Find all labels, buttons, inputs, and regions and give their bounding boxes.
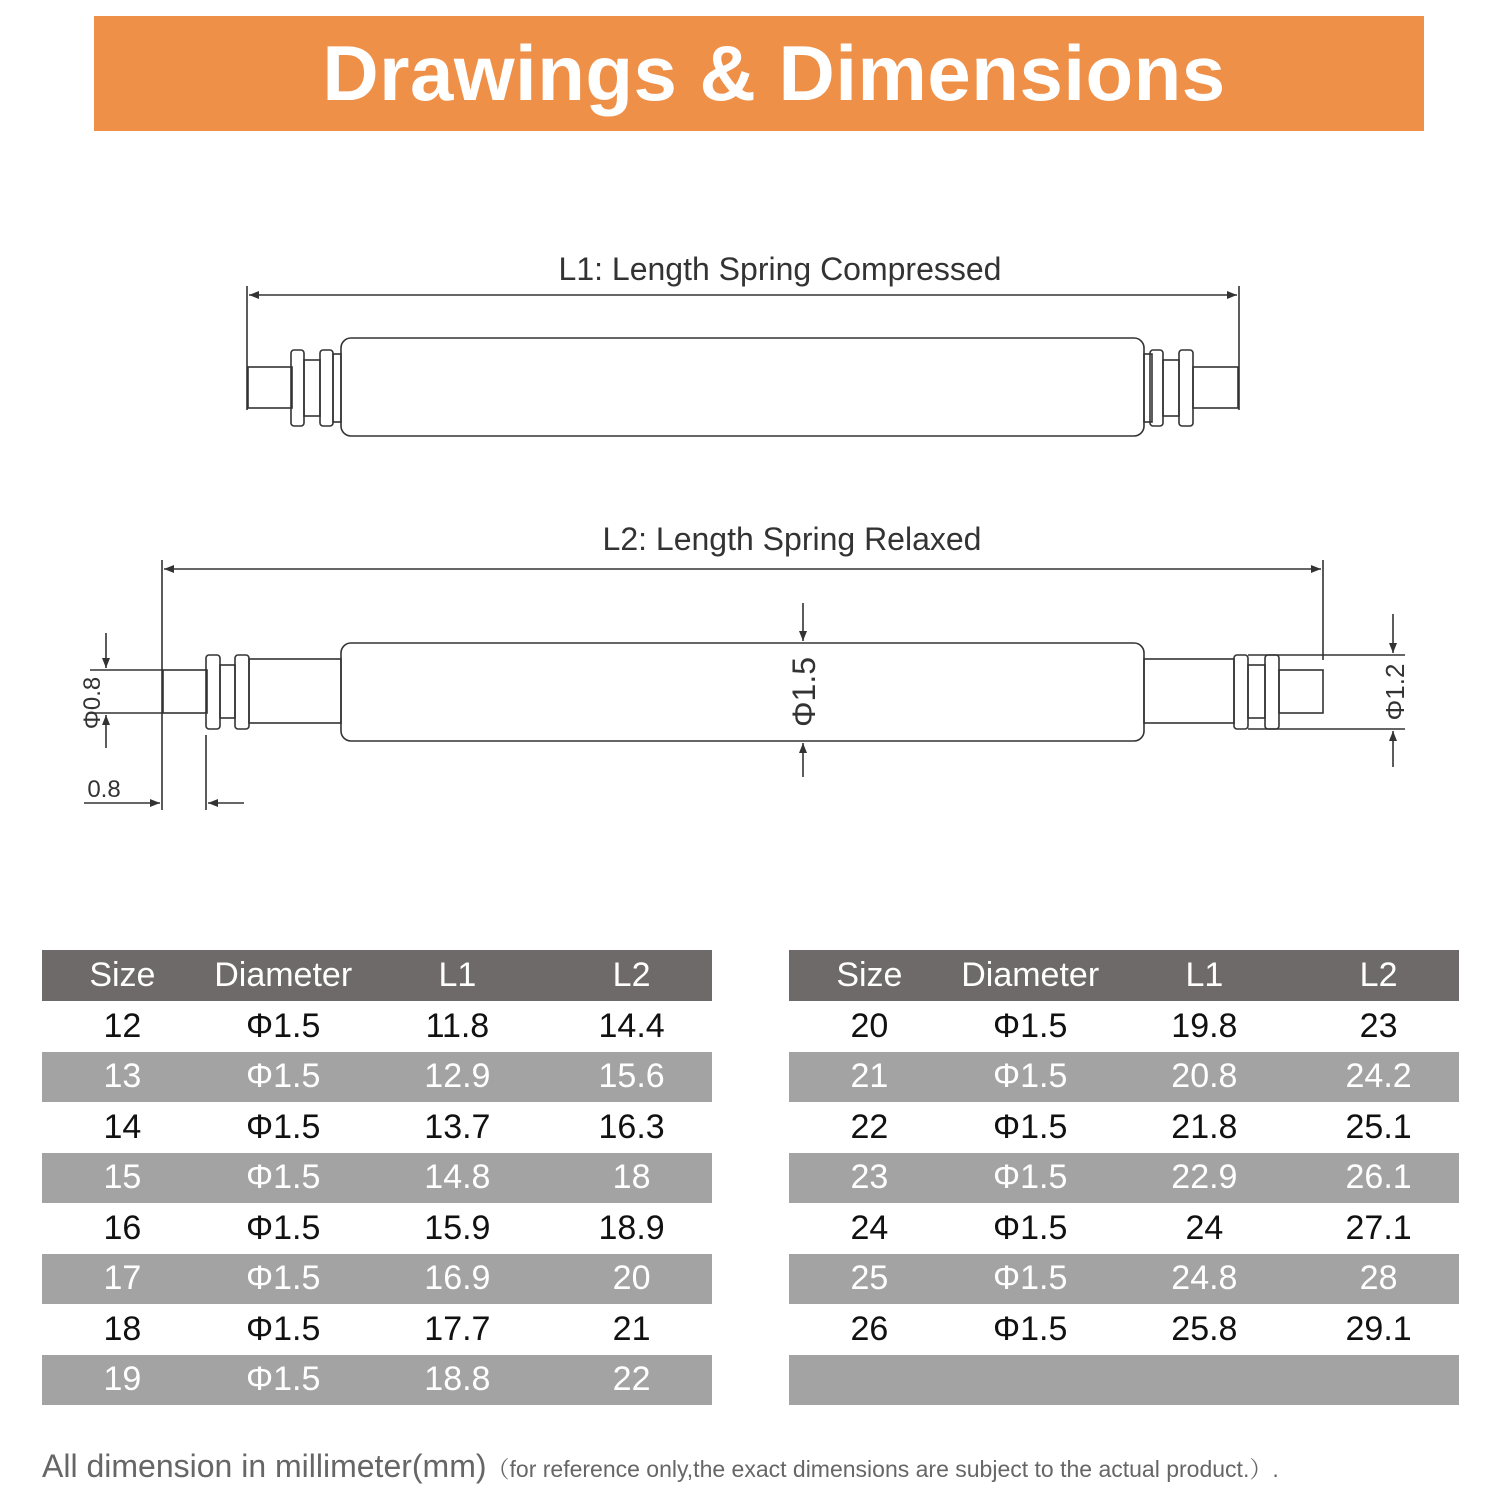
table-row [42, 1304, 712, 1355]
cell-l1: 15.9 [364, 1203, 552, 1254]
cell-diameter: Φ1.5 [950, 1203, 1111, 1254]
cell-l2: 21 [551, 1304, 712, 1355]
cell-l2: 29.1 [1298, 1304, 1459, 1355]
relaxed-spring-bar [84, 560, 1405, 810]
cell-l1: 12.9 [364, 1052, 552, 1103]
cell-size: 18 [42, 1304, 203, 1355]
cell-diameter: Φ1.5 [203, 1052, 364, 1103]
cell-l1: 22.9 [1111, 1153, 1299, 1204]
dimension-table-left [42, 950, 712, 1405]
table-row [789, 1153, 1459, 1204]
cell-l2: 14.4 [551, 1001, 712, 1052]
table-row [789, 1102, 1459, 1153]
cell-l2: 22 [551, 1355, 712, 1406]
cell-l2: 15.6 [551, 1052, 712, 1103]
cell-l2: 23 [1298, 1001, 1459, 1052]
header-diameter: Diameter [950, 950, 1111, 1001]
cell-l1: 11.8 [364, 1001, 552, 1052]
cell-l1 [1111, 1355, 1299, 1406]
cell-l1: 14.8 [364, 1153, 552, 1204]
page-title: Drawings & Dimensions [322, 29, 1226, 117]
cell-l2: 18 [551, 1153, 712, 1204]
cell-l1: 16.9 [364, 1254, 552, 1305]
tip-diameter-label: Φ0.8 [79, 676, 106, 730]
cell-size: 24 [789, 1203, 950, 1254]
cell-size [789, 1355, 950, 1406]
cell-diameter: Φ1.5 [950, 1304, 1111, 1355]
cell-l2 [1298, 1355, 1459, 1406]
table-row [42, 1203, 712, 1254]
cell-size: 16 [42, 1203, 203, 1254]
compressed-length-label: L1: Length Spring Compressed [558, 251, 1002, 287]
header-l2: L2 [1298, 950, 1459, 1001]
cell-l2: 27.1 [1298, 1203, 1459, 1254]
cell-l1: 24 [1111, 1203, 1299, 1254]
table-row [42, 1355, 712, 1406]
table-row [42, 1102, 712, 1153]
header-size: Size [789, 950, 950, 1001]
cell-l2: 28 [1298, 1254, 1459, 1305]
cell-size: 21 [789, 1052, 950, 1103]
compressed-spring-bar [247, 286, 1239, 436]
table-row [42, 1153, 712, 1204]
table-row [789, 1052, 1459, 1103]
table-header [789, 950, 1459, 1001]
cell-l2: 20 [551, 1254, 712, 1305]
cell-diameter: Φ1.5 [950, 1153, 1111, 1204]
cell-l1: 20.8 [1111, 1052, 1299, 1103]
header-l1: L1 [1111, 950, 1299, 1001]
cell-size: 12 [42, 1001, 203, 1052]
table-header [42, 950, 712, 1001]
end-diameter-label: Φ1.2 [1380, 663, 1410, 721]
cell-diameter: Φ1.5 [950, 1052, 1111, 1103]
cell-size: 25 [789, 1254, 950, 1305]
table-row [42, 1254, 712, 1305]
header-diameter: Diameter [203, 950, 364, 1001]
cell-size: 20 [789, 1001, 950, 1052]
header-size: Size [42, 950, 203, 1001]
table-row [789, 1254, 1459, 1305]
cell-diameter: Φ1.5 [203, 1254, 364, 1305]
cell-l1: 24.8 [1111, 1254, 1299, 1305]
cell-l1: 17.7 [364, 1304, 552, 1355]
cell-l2: 18.9 [551, 1203, 712, 1254]
table-row [42, 1001, 712, 1052]
table-row-empty [789, 1355, 1459, 1406]
cell-diameter: Φ1.5 [203, 1001, 364, 1052]
header-l1: L1 [364, 950, 552, 1001]
cell-l2: 26.1 [1298, 1153, 1459, 1204]
cell-size: 15 [42, 1153, 203, 1204]
relaxed-length-label: L2: Length Spring Relaxed [602, 521, 982, 557]
cell-size: 19 [42, 1355, 203, 1406]
cell-diameter: Φ1.5 [203, 1102, 364, 1153]
cell-l1: 25.8 [1111, 1304, 1299, 1355]
cell-l2: 25.1 [1298, 1102, 1459, 1153]
dimension-table-right [789, 950, 1459, 1405]
cell-size: 13 [42, 1052, 203, 1103]
cell-l1: 21.8 [1111, 1102, 1299, 1153]
footnote-units: All dimension in millimeter(mm) [42, 1448, 487, 1484]
footnote [42, 1448, 1279, 1485]
cell-diameter: Φ1.5 [203, 1355, 364, 1406]
cell-l2: 16.3 [551, 1102, 712, 1153]
cell-diameter [950, 1355, 1111, 1406]
cell-diameter: Φ1.5 [203, 1153, 364, 1204]
cell-diameter: Φ1.5 [950, 1102, 1111, 1153]
cell-diameter: Φ1.5 [950, 1001, 1111, 1052]
body-diameter-label: Φ1.5 [786, 656, 822, 728]
cell-diameter: Φ1.5 [950, 1254, 1111, 1305]
cell-l1: 19.8 [1111, 1001, 1299, 1052]
table-row [789, 1304, 1459, 1355]
table-row [42, 1052, 712, 1103]
footnote-disclaimer: （for reference only,the exact dimensions are subject to the actual product.）. [486, 1456, 1279, 1482]
cell-l1: 18.8 [364, 1355, 552, 1406]
cell-diameter: Φ1.5 [203, 1304, 364, 1355]
table-row [789, 1203, 1459, 1254]
cell-size: 22 [789, 1102, 950, 1153]
cell-size: 14 [42, 1102, 203, 1153]
cell-size: 26 [789, 1304, 950, 1355]
cell-size: 23 [789, 1153, 950, 1204]
cell-l2: 24.2 [1298, 1052, 1459, 1103]
tip-length-label: 0.8 [87, 776, 121, 803]
cell-size: 17 [42, 1254, 203, 1305]
cell-diameter: Φ1.5 [203, 1203, 364, 1254]
header-l2: L2 [551, 950, 712, 1001]
table-row [789, 1001, 1459, 1052]
cell-l1: 13.7 [364, 1102, 552, 1153]
